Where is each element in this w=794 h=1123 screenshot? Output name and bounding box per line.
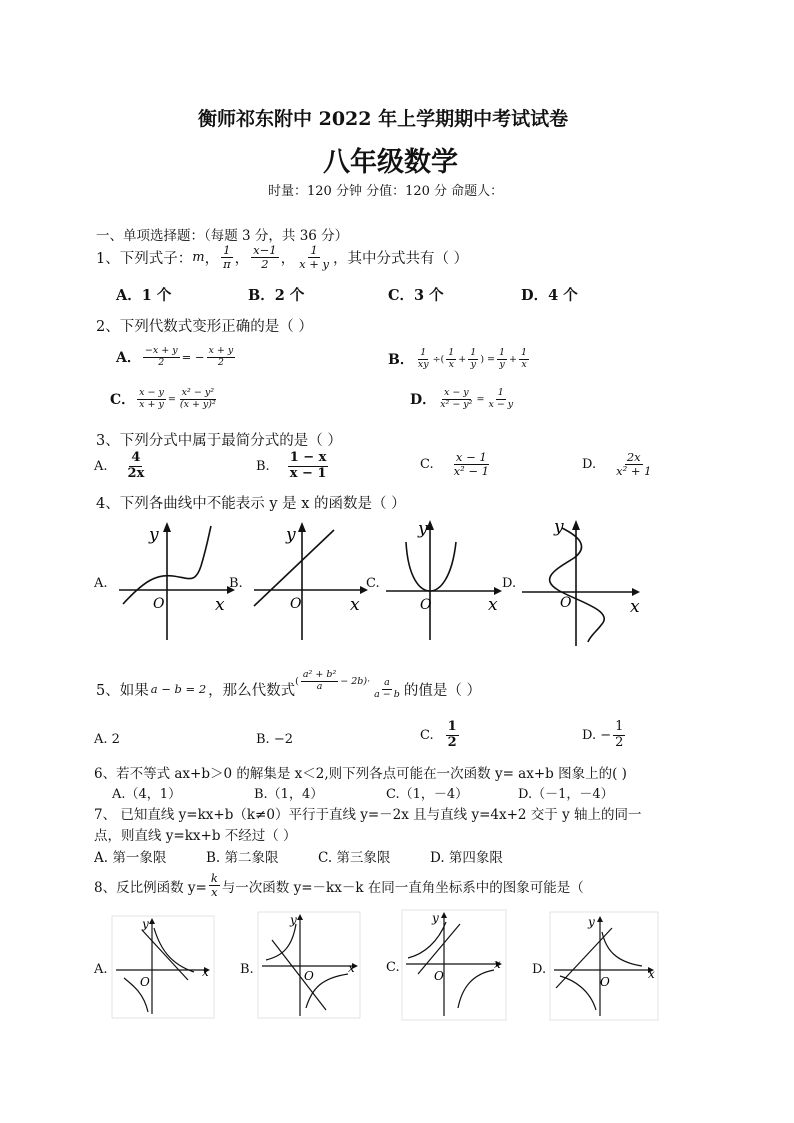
q8-graph-a — [112, 914, 216, 1020]
q8-c-x-label: x — [494, 957, 501, 971]
q1-option-a[interactable]: A．1 个 — [116, 287, 172, 304]
question-5-stem: 5、如果 a − b = 2 ，那么代数式 ( $\frac{\text{a² + b²}}{a}$ − 2b)· $\frac{a}{a - b}$ 的值是（ ） — [96, 669, 481, 700]
q1-fraction-3: $\frac{1}{x + y}$ — [299, 243, 330, 272]
q8-a-x-label: x — [202, 965, 209, 979]
q3-option-b[interactable]: B. $\frac{1 - x}{x - 1}$ — [256, 450, 327, 481]
q5-ratio-fraction: $\frac{a}{a - b}$ — [374, 677, 400, 700]
q2-option-d[interactable]: D． $\frac{x - y}{\text{x² − y²}}$ = $\frac{1}{x - y}$ — [410, 387, 514, 410]
question-6-stem: 6、若不等式 ax+b＞0 的解集是 x＜2,则下列各点可能在一次函数 y= ax+b 图象上的( ) — [94, 766, 627, 782]
q4-d-origin: O — [560, 595, 572, 611]
q4-graph-c — [382, 516, 506, 642]
q4-b-y-label: y — [286, 525, 296, 545]
q8-b-x-label: x — [348, 961, 355, 975]
q7-option-d[interactable]: D. 第四象限 — [430, 850, 503, 866]
q6-option-b[interactable]: B.（1，4） — [254, 787, 324, 802]
q8-graph-c — [402, 908, 510, 1022]
q8-b-origin: O — [304, 969, 314, 983]
q4-a-origin: O — [153, 596, 165, 612]
question-1-stem: 1、下列式子： m ， $\frac{1}{\pi}$ ， $\frac{x-1}{2}$ ， $\frac{1}{x + y}$ ，其中分式共有（ ） — [96, 243, 469, 272]
q6-option-c[interactable]: C.（1，－4） — [386, 787, 469, 802]
question-8-stem: 8、反比例函数 y= $\frac{k}{x}$ 与一次函数 y=－kx－k 在同一直角坐标系中的图象可能是（ — [94, 871, 584, 900]
q2-option-c[interactable]: C． $\frac{x - y}{x + y}$ = $\frac{\text{x² − y²}}{\text{(x + y)²}}$ — [110, 387, 216, 410]
q2-option-b[interactable]: B． $\frac{1}{xy}$ ÷( $\frac{1}{x}$ + $\frac{1}{y}$ ) = $\frac{1}{y}$ + $\frac{1}{x}$ — [388, 347, 528, 370]
q8-d-origin: O — [600, 975, 610, 989]
q4-c-origin: O — [420, 597, 432, 613]
q4-label-c[interactable]: C. — [366, 576, 380, 591]
q4-b-x-label: x — [350, 595, 360, 615]
q5-expr-fraction: $\frac{\text{a² + b²}}{a}$ — [302, 669, 337, 692]
question-2-stem: 2、下列代数式变形正确的是（ ） — [96, 319, 313, 335]
q8-graph-d — [550, 910, 662, 1022]
q4-c-x-label: x — [488, 595, 498, 615]
q4-d-y-label: y — [554, 517, 564, 537]
q1-fraction-1: $\frac{1}{\pi}$ — [223, 243, 231, 272]
q8-a-origin: O — [140, 975, 150, 989]
q3-option-c[interactable]: C. $\frac{x - 1}{\text{x² − 1}}$ — [420, 450, 489, 479]
q4-d-x-label: x — [630, 597, 640, 617]
q4-label-d[interactable]: D. — [502, 576, 517, 591]
q1-option-d[interactable]: D．4 个 — [521, 287, 578, 304]
q4-label-a[interactable]: A. — [94, 576, 108, 591]
q1-option-c[interactable]: C．3 个 — [388, 287, 444, 304]
q8-d-x-label: x — [648, 967, 655, 981]
q4-graph-b — [250, 518, 370, 642]
q5-option-b[interactable]: B. −2 — [256, 732, 293, 747]
q7-option-b[interactable]: B. 第二象限 — [206, 850, 279, 866]
q4-label-b[interactable]: B. — [229, 576, 243, 591]
subject-title: 八年级数学 — [323, 147, 458, 178]
q7-option-c[interactable]: C. 第三象限 — [318, 850, 391, 866]
q1-prefix: 1、下列式子： — [96, 251, 193, 268]
q8-c-y-label: y — [432, 911, 439, 925]
q4-a-x-label: x — [215, 595, 225, 615]
q4-c-y-label: y — [418, 519, 428, 539]
q3-option-a[interactable]: A. $\frac{4}{2x}$ — [94, 450, 145, 481]
question-4-stem: 4、下列各曲线中不能表示 y 是 x 的函数是（ ） — [96, 496, 406, 512]
q4-a-y-label: y — [149, 525, 159, 545]
q3-option-d[interactable]: D. $\frac{2x}{\text{x² + 1}}$ — [582, 450, 652, 479]
q5-option-d[interactable]: D. − $\frac{1}{2}$ — [582, 719, 624, 750]
q8-c-origin: O — [434, 969, 444, 983]
q1-suffix: ，其中分式共有（ ） — [333, 251, 469, 268]
question-7-line2: 点，则直线 y=kx+b 不经过（ ） — [94, 828, 297, 844]
q4-b-origin: O — [290, 596, 302, 612]
q1-option-b[interactable]: B．2 个 — [248, 287, 305, 304]
school-title: 衡师祁东附中 2022 年上学期期中考试试卷 — [198, 108, 569, 130]
exam-info: 时量：120 分钟 分值：120 分 命题人： — [268, 184, 504, 199]
q8-graph-b — [258, 910, 362, 1020]
q5-option-c[interactable]: C. $\frac{1}{2}$ — [420, 719, 457, 750]
q1-fraction-2: $\frac{x-1}{2}$ — [253, 243, 277, 272]
q4-graph-d — [518, 514, 646, 648]
q8-a-y-label: y — [142, 917, 149, 931]
q7-option-a[interactable]: A. 第一象限 — [94, 850, 167, 866]
q6-option-d[interactable]: D.（－1，－4） — [518, 787, 614, 802]
q8-label-d[interactable]: D. — [532, 962, 547, 977]
q2-option-a[interactable]: A． $\frac{-x + y}{2}$ = − $\frac{x + y}{2}$ — [116, 345, 234, 368]
q8-label-a[interactable]: A. — [94, 962, 108, 977]
question-3-stem: 3、下列分式中属于最简分式的是（ ） — [96, 433, 342, 449]
q1-m: m — [192, 250, 205, 266]
q8-label-c[interactable]: C. — [386, 960, 400, 975]
q4-graph-a — [115, 518, 235, 642]
q8-d-y-label: y — [588, 915, 595, 929]
q5-option-a[interactable]: A. 2 — [94, 732, 120, 747]
q5-condition: a − b = 2 — [150, 682, 207, 697]
q8-b-y-label: y — [290, 913, 297, 927]
q6-option-a[interactable]: A.（4，1） — [112, 787, 182, 802]
q8-label-b[interactable]: B. — [240, 962, 254, 977]
section-heading: 一、单项选择题：（每题 3 分，共 36 分） — [96, 228, 349, 244]
question-7-line1: 7、 已知直线 y=kx+b（k≠0）平行于直线 y=－2x 且与直线 y=4x+2 交于 y 轴上的同一 — [94, 807, 642, 823]
